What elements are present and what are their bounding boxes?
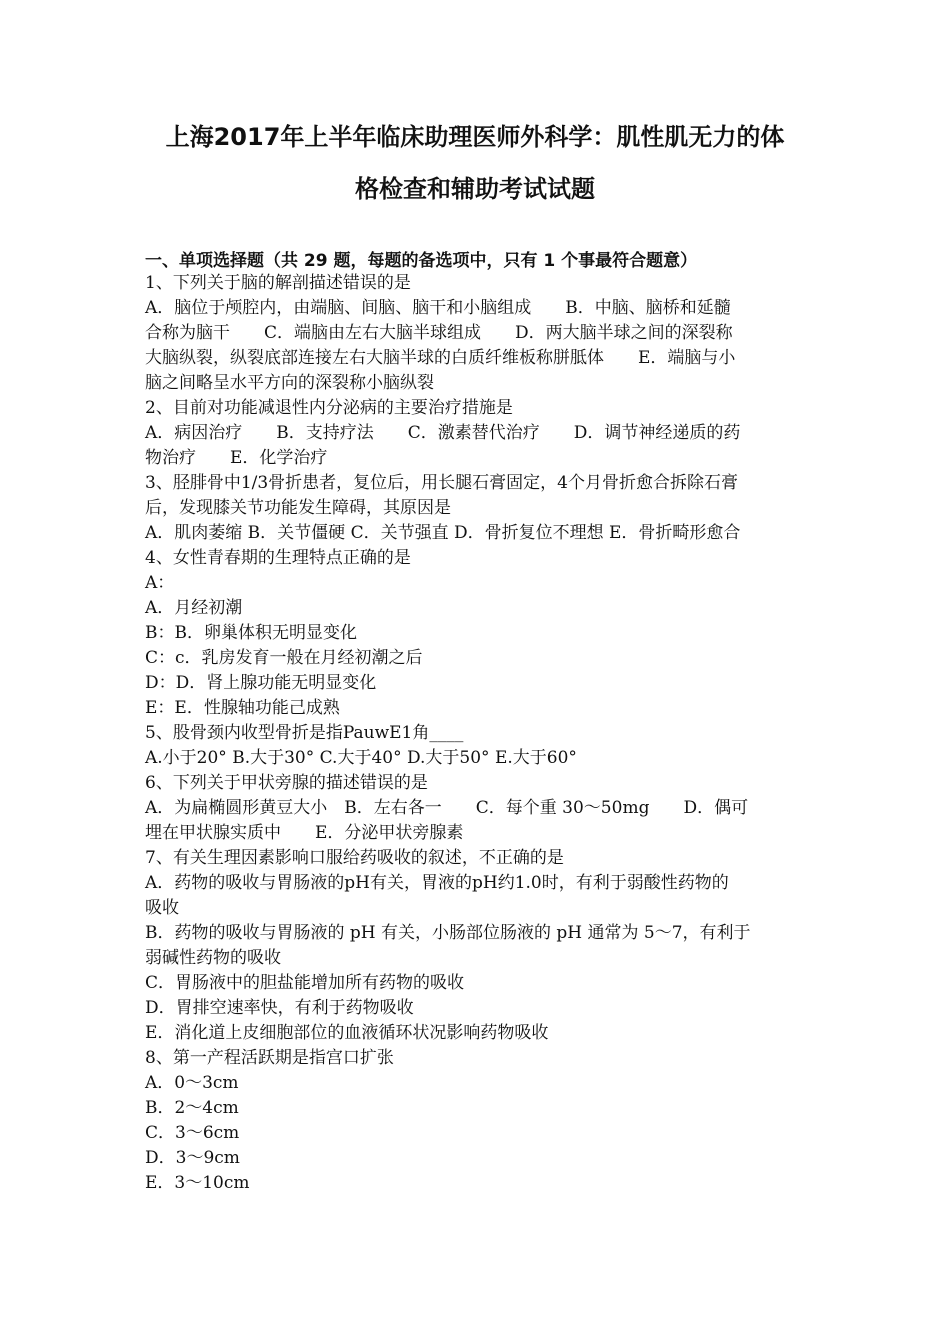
section-heading: 一、单项选择题（共 29 题，每题的备选项中，只有 1 个事最符合题意）	[145, 251, 698, 271]
question-option-line: C．3～6cm	[145, 1123, 240, 1143]
question-option-line: 物治疗 E．化学治疗	[145, 448, 328, 468]
question-stem: 3、胫腓骨中1/3骨折患者，复位后，用长腿石膏固定，4个月骨折愈合拆除石膏	[145, 473, 738, 493]
question-stem: 后，发现膝关节功能发生障碍，其原因是	[145, 498, 451, 518]
question-option-line: A．0～3cm	[145, 1073, 239, 1093]
question-option-line: D．胃排空速率快，有利于药物吸收	[145, 998, 414, 1018]
document-title-line-2: 格检查和辅助考试试题	[355, 175, 595, 203]
question-option-line: E．3～10cm	[145, 1173, 250, 1193]
question-option-line: A．月经初潮	[145, 598, 243, 618]
question-option-line: B．2～4cm	[145, 1098, 239, 1118]
question-stem: 6、下列关于甲状旁腺的描述错误的是	[145, 773, 428, 793]
question-7	[145, 846, 810, 1046]
question-option-line: A：	[145, 573, 175, 593]
question-option-line: C：c．乳房发育一般在月经初潮之后	[145, 648, 423, 668]
question-option-line: B：B．卵巢体积无明显变化	[145, 623, 357, 643]
question-stem: 4、女性青春期的生理特点正确的是	[145, 548, 411, 568]
question-option-line: A．肌肉萎缩 B．关节僵硬 C．关节强直 D．骨折复位不理想 E．骨折畸形愈合	[145, 523, 741, 543]
question-stem: 1、下列关于脑的解剖描述错误的是	[145, 273, 411, 293]
question-8	[145, 1046, 810, 1196]
question-5	[145, 721, 810, 771]
question-stem: 8、第一产程活跃期是指宫口扩张	[145, 1048, 394, 1068]
question-6	[145, 771, 810, 846]
question-3	[145, 471, 810, 546]
question-option-line: D：D．肾上腺功能无明显变化	[145, 673, 377, 693]
question-option-line: A.小于20° B.大于30° C.大于40° D.大于50° E.大于60°	[145, 748, 577, 768]
question-option-line: E．消化道上皮细胞部位的血液循环状况影响药物吸收	[145, 1023, 549, 1043]
question-option-line: A．脑位于颅腔内，由端脑、间脑、脑干和小脑组成 B．中脑、脑桥和延髓	[145, 298, 731, 318]
question-option-line: D．3～9cm	[145, 1148, 240, 1168]
question-option-line: B．药物的吸收与胃肠液的 pH 有关，小肠部位肠液的 pH 通常为 5～7，有利于	[145, 923, 751, 943]
question-option-line: A．药物的吸收与胃肠液的pH有关，胃液的pH约1.0时，有利于弱酸性药物的	[145, 873, 729, 893]
question-stem: 2、目前对功能减退性内分泌病的主要治疗措施是	[145, 398, 513, 418]
question-option-line: 脑之间略呈水平方向的深裂称小脑纵裂	[145, 373, 434, 393]
question-option-line: A．病因治疗 B．支持疗法 C．激素替代治疗 D．调节神经递质的药	[145, 423, 741, 443]
question-stem: 5、股骨颈内收型骨折是指PauwE1角____	[145, 723, 464, 743]
question-option-line: 大脑纵裂，纵裂底部连接左右大脑半球的白质纤维板称胼胝体 E．端脑与小	[145, 348, 736, 368]
document-title-line-1: 上海2017年上半年临床助理医师外科学：肌性肌无力的体	[165, 123, 785, 151]
question-option-line: C．胃肠液中的胆盐能增加所有药物的吸收	[145, 973, 465, 993]
question-2	[145, 396, 810, 471]
question-option-line: E：E．性腺轴功能己成熟	[145, 698, 340, 718]
question-option-line: 埋在甲状腺实质中 E．分泌甲状旁腺素	[145, 823, 464, 843]
question-list	[145, 271, 810, 1196]
question-4	[145, 546, 810, 721]
question-stem: 7、有关生理因素影响口服给药吸收的叙述，不正确的是	[145, 848, 564, 868]
question-option-line: 合称为脑干 C．端脑由左右大脑半球组成 D．两大脑半球之间的深裂称	[145, 323, 733, 343]
question-option-line: A．为扁椭圆形黄豆大小 B．左右各一 C．每个重 30～50mg D．偶可	[145, 798, 749, 818]
question-1	[145, 271, 810, 396]
question-option-line: 弱碱性药物的吸收	[145, 948, 281, 968]
question-option-line: 吸收	[145, 898, 179, 918]
